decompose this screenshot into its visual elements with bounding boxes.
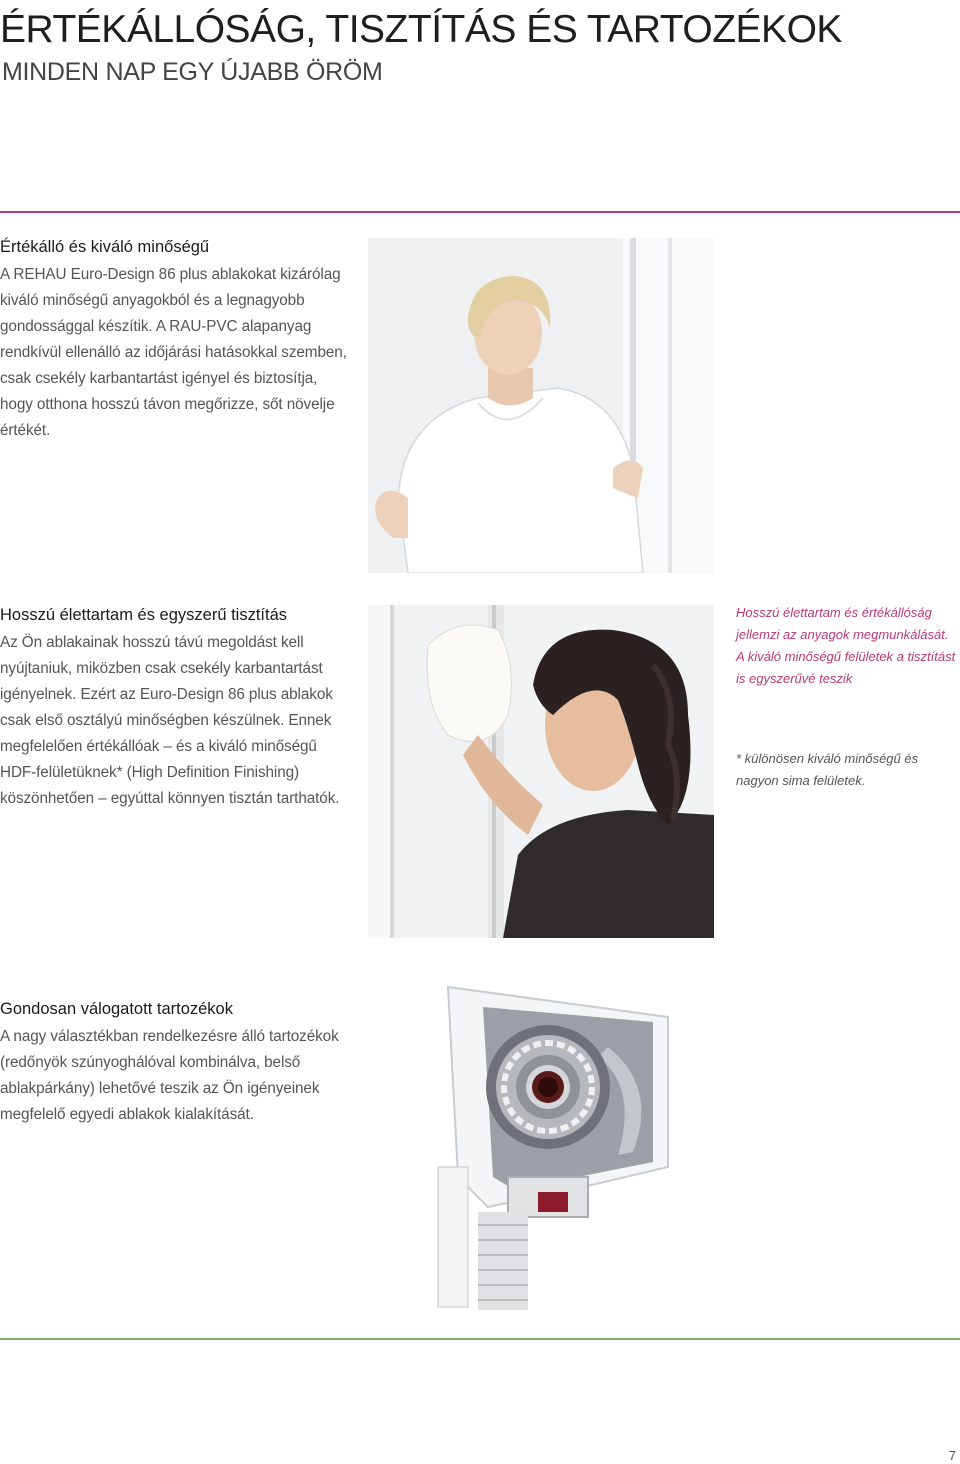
section-accessories (0, 998, 350, 1128)
page-number: 7 (948, 1448, 956, 1463)
top-divider (0, 211, 960, 213)
section-longevity-cleaning (0, 604, 350, 812)
page-subtitle: MINDEN NAP EGY ÚJABB ÖRÖM (2, 58, 383, 86)
highlight-note: Hosszú élettartam és értékállóság jellemzi az anyagok megmunkálását. A kiváló minőségű felületek a tisztítást is egyszerűvé teszik (736, 605, 956, 686)
section-heading: Hosszú élettartam és egyszerű tisztítás (0, 606, 288, 624)
section-body: A REHAU Euro-Design 86 plus ablakokat kizárólag kiváló minőségű anyagokból és a legnagyobb gondossággal készítik. A RAU-PVC alapanyag rendkívül ellenálló az időjárási hatásokkal szemben, csak csekély karbantartást igényel és biztosítja, hogy otthona hosszú távon megőrizze, sőt növelje értékét. (0, 266, 347, 439)
roller-shutter-cross-section-photo (368, 977, 714, 1310)
woman-at-window-photo (368, 238, 714, 573)
section-body: Az Ön ablakainak hosszú távú megoldást kell nyújtaniuk, miközben csak csekély karbantartást igényelnek. Ezért az Euro-Design 86 plus ablakok csak első osztályú minőségben készülnek. Ennek megfelelően értékállóak – és a kiváló minőségű HDF-felületüknek* (High Definition Finishing) köszönhetően – egyúttal könnyen tisztán tarthatók. (0, 634, 340, 807)
section-heading: Értékálló és kiváló minőségű (0, 238, 210, 256)
footnote: * különösen kiváló minőségű és nagyon sima felületek. (736, 751, 919, 788)
bottom-divider (0, 1338, 960, 1340)
section-body: A nagy választékban rendelkezésre álló tartozékok (redőnyök szúnyoghálóval kombinálva, belső ablakpárkány) lehetővé teszik az Ön igényeinek megfelelő egyedi ablakok kialakítását. (0, 1028, 339, 1123)
page-title: ÉRTÉKÁLLÓSÁG, TISZTÍTÁS ÉS TARTOZÉKOK (0, 8, 842, 51)
section-value-quality (0, 236, 350, 444)
woman-cleaning-window-photo (368, 605, 714, 938)
section-heading: Gondosan válogatott tartozékok (0, 1000, 233, 1018)
